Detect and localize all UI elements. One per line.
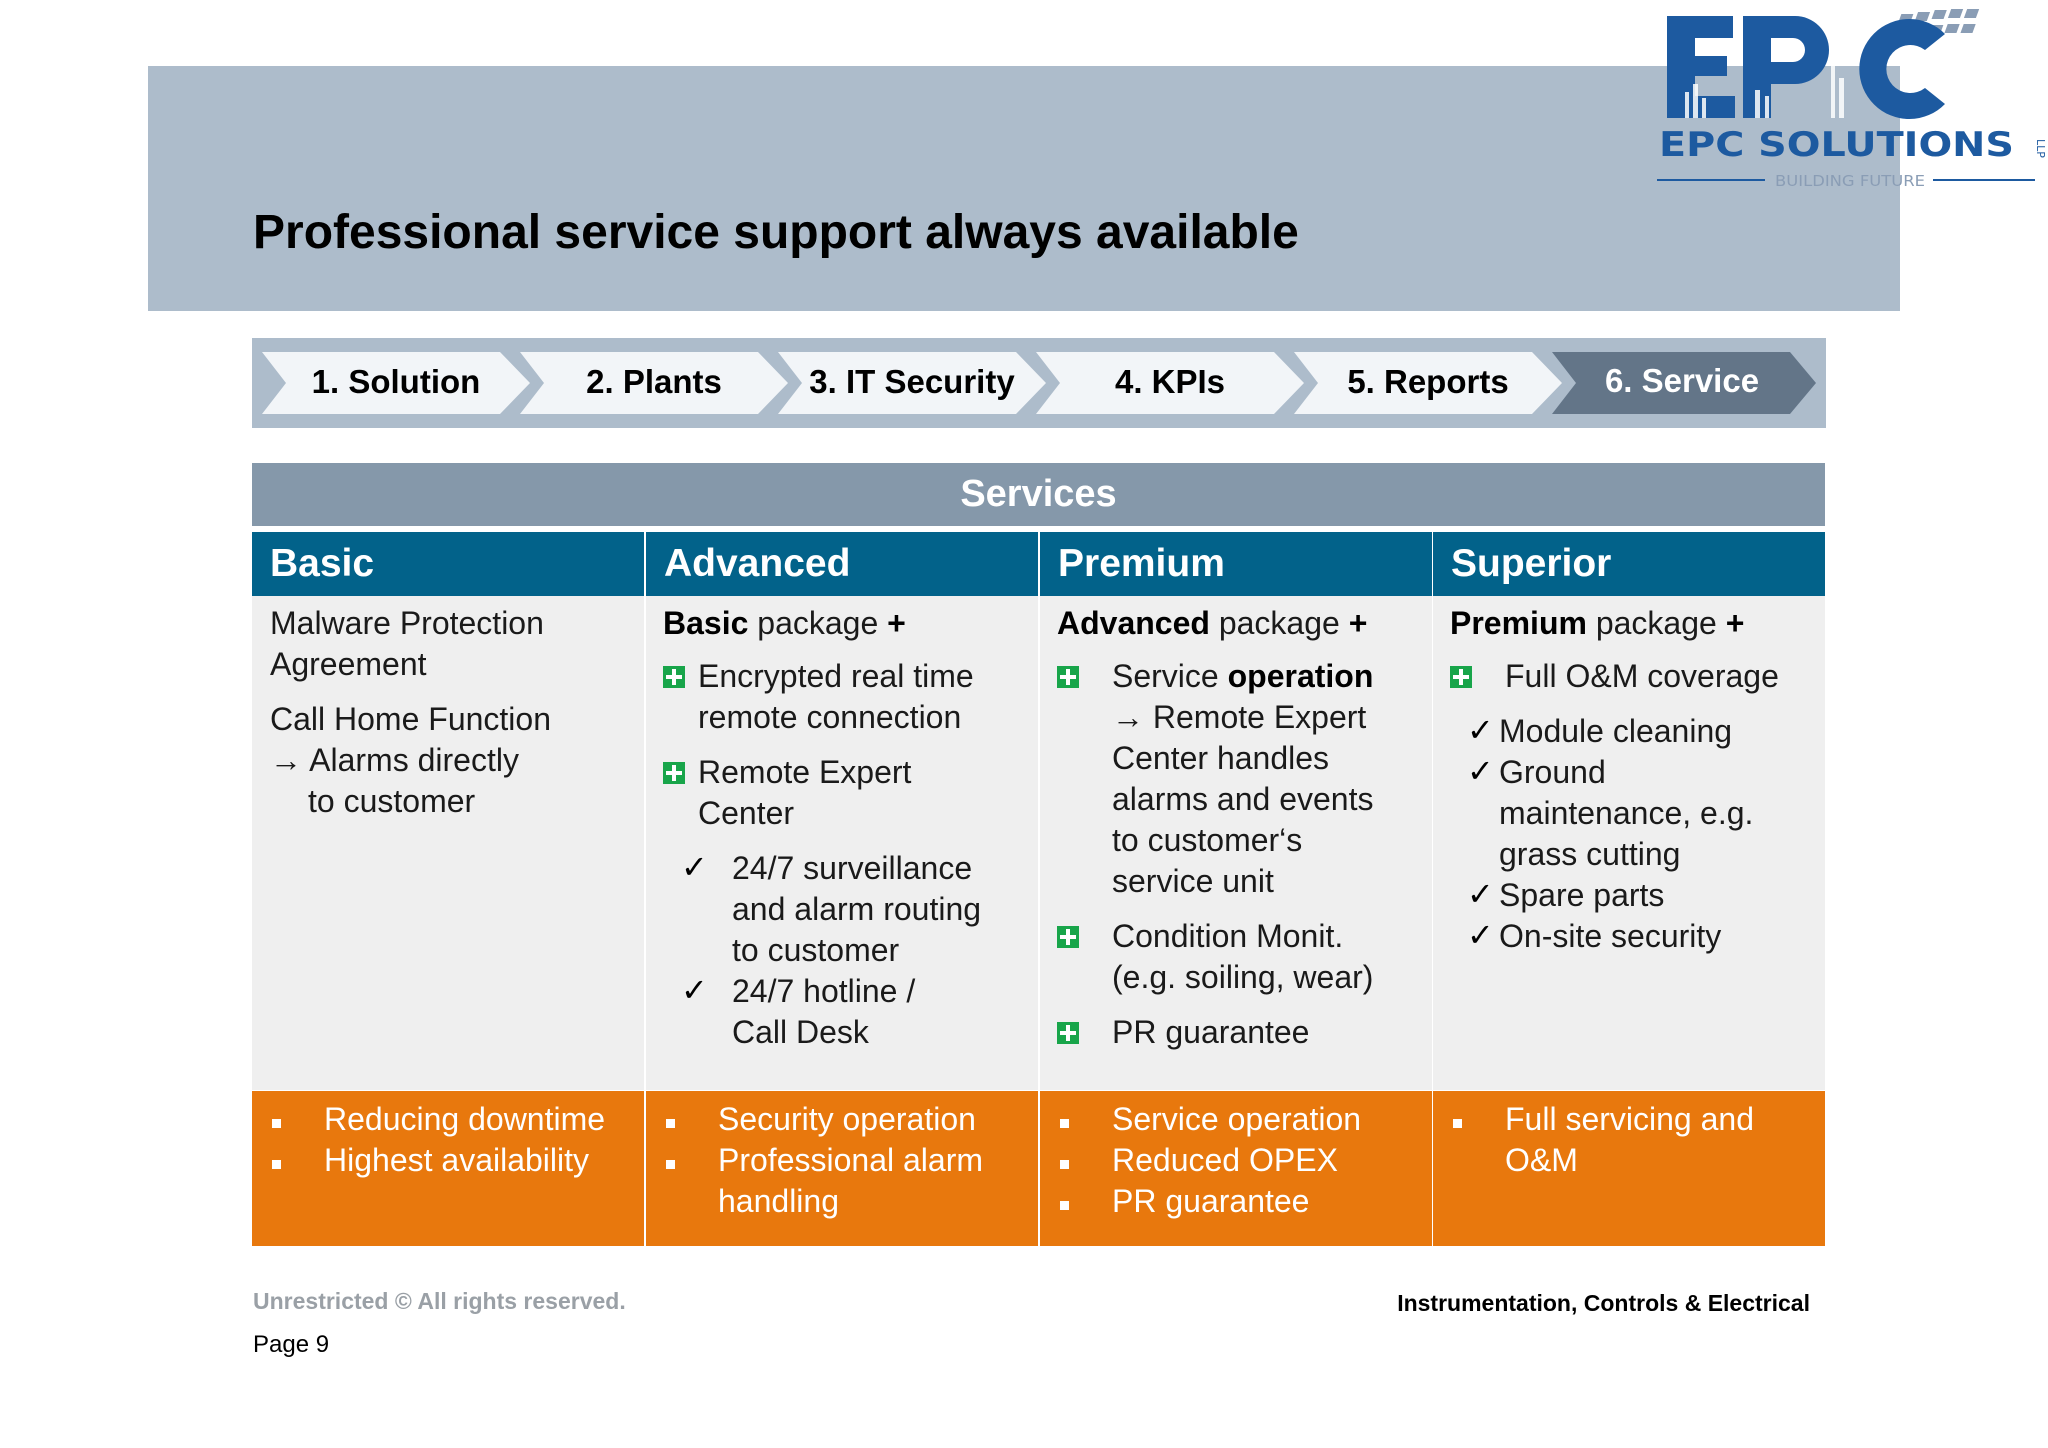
check-icon: ✓: [1467, 917, 1494, 953]
feature-line: and alarm routing: [732, 891, 982, 927]
bullet-icon: [1453, 1119, 1462, 1128]
basic-line: Malware Protection: [270, 605, 544, 641]
column-title: Basic: [252, 532, 644, 596]
check-icon: ✓: [681, 849, 708, 885]
bullet-icon: [1060, 1201, 1069, 1210]
basic-line: Agreement: [270, 646, 427, 682]
nav-step-service[interactable]: 6. Service: [1604, 362, 1760, 399]
benefit-item: Full servicing and: [1505, 1101, 1754, 1137]
nav-step-reports[interactable]: 5. Reports: [1347, 363, 1509, 400]
department-label: Instrumentation, Controls & Electrical: [1397, 1290, 1810, 1316]
column-benefits: [646, 1091, 1038, 1246]
column-body: [252, 596, 644, 1090]
benefit-item: Professional alarm: [718, 1142, 983, 1178]
feature-line: Encrypted real time: [698, 658, 974, 694]
column-benefits: [1433, 1091, 1825, 1246]
benefit-item: Security operation: [718, 1101, 976, 1137]
column-benefits: [252, 1091, 644, 1246]
header-band: [148, 66, 1900, 311]
feature-line: grass cutting: [1499, 836, 1681, 872]
package-line: Premium package +: [1450, 605, 1745, 641]
feature-line: 24/7 surveillance: [732, 850, 973, 886]
feature-line: Center handles: [1112, 740, 1330, 776]
page-number: Page 9: [253, 1331, 330, 1358]
services-heading: Services: [252, 463, 1825, 526]
plus-icon: [1057, 666, 1079, 688]
feature-line: Remote Expert: [698, 754, 912, 790]
package-line: Advanced package +: [1057, 605, 1368, 641]
bullet-icon: [272, 1119, 281, 1128]
basic-line: → Alarms directly: [270, 742, 519, 778]
bullet-icon: [666, 1160, 675, 1169]
column-body: [1040, 596, 1432, 1090]
nav-step-kpis[interactable]: 4. KPIs: [1114, 363, 1226, 400]
column-title: Premium: [1040, 532, 1432, 596]
plus-icon: [663, 762, 685, 784]
basic-line: Call Home Function: [270, 701, 551, 737]
column-title: Superior: [1433, 532, 1825, 596]
benefit-item: Service operation: [1112, 1101, 1362, 1137]
feature-line: Ground: [1499, 754, 1606, 790]
benefit-item: PR guarantee: [1112, 1183, 1310, 1219]
feature-line: remote connection: [698, 699, 962, 735]
feature-line: Module cleaning: [1499, 713, 1733, 749]
check-icon: ✓: [681, 972, 708, 1008]
feature-line: On-site security: [1499, 918, 1722, 954]
nav-step-it-security[interactable]: 3. IT Security: [809, 363, 1015, 400]
benefit-item: O&M: [1505, 1142, 1578, 1178]
feature-line: PR guarantee: [1112, 1014, 1310, 1050]
check-icon: ✓: [1467, 712, 1494, 748]
benefit-item: Highest availability: [324, 1142, 590, 1178]
feature-line: 24/7 hotline /: [732, 973, 916, 1009]
logo-tagline: BUILDING FUTURE: [1775, 172, 1925, 190]
nav-step-plants[interactable]: 2. Plants: [586, 363, 722, 400]
feature-line: (e.g. soiling, wear): [1112, 959, 1374, 995]
bullet-icon: [1060, 1119, 1069, 1128]
bullet-icon: [1060, 1160, 1069, 1169]
check-icon: ✓: [1467, 876, 1494, 912]
plus-icon: [663, 666, 685, 688]
column-benefits: [1040, 1091, 1432, 1246]
package-line: Basic package +: [663, 605, 906, 641]
plus-icon: [1057, 926, 1079, 948]
column-body: [1433, 596, 1825, 1090]
nav-step-solution[interactable]: 1. Solution: [311, 363, 481, 400]
logo-suffix: LLP: [2034, 139, 2047, 158]
epc-solutions-logo: [1655, 4, 2045, 194]
feature-line: to customer: [732, 932, 900, 968]
benefit-item: Reducing downtime: [324, 1101, 606, 1137]
feature-line: Condition Monit.: [1112, 918, 1344, 954]
benefit-item: handling: [718, 1183, 839, 1219]
feature-line: → Remote Expert: [1112, 699, 1367, 735]
benefit-item: Reduced OPEX: [1112, 1142, 1338, 1178]
feature-line: Service operation: [1112, 658, 1374, 694]
feature-line: Call Desk: [732, 1014, 869, 1050]
process-nav: [252, 338, 1826, 428]
slide-title: Professional service support always available: [253, 206, 1299, 259]
bullet-icon: [272, 1160, 281, 1169]
feature-line: alarms and events: [1112, 781, 1374, 817]
column-title: Advanced: [646, 532, 1038, 596]
logo-text: EPC SOLUTIONS: [1659, 125, 2014, 165]
feature-line: Full O&M coverage: [1505, 658, 1779, 694]
feature-line: Spare parts: [1499, 877, 1665, 913]
plus-icon: [1057, 1022, 1079, 1044]
feature-line: Center: [698, 795, 795, 831]
bullet-icon: [666, 1119, 675, 1128]
check-icon: ✓: [1467, 753, 1494, 789]
feature-line: maintenance, e.g.: [1499, 795, 1754, 831]
basic-line: to customer: [308, 783, 476, 819]
plus-icon: [1450, 666, 1472, 688]
column-body: [646, 596, 1038, 1090]
copyright-notice: Unrestricted © All rights reserved.: [253, 1288, 626, 1314]
feature-line: service unit: [1112, 863, 1274, 899]
feature-line: to customer‘s: [1112, 822, 1303, 858]
